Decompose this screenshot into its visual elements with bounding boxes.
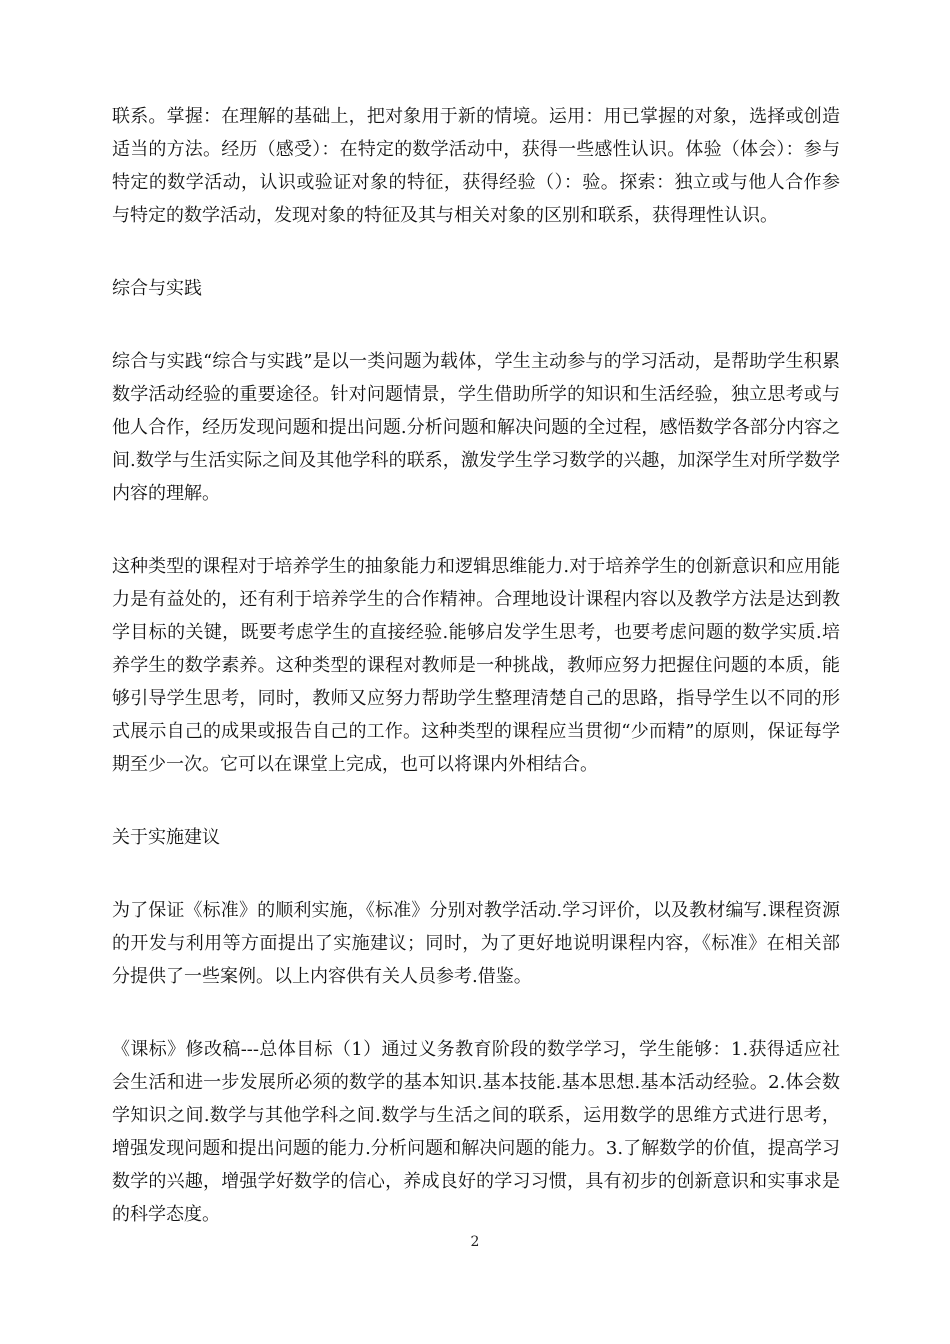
document-body	[112, 100, 840, 1231]
paragraph-spacer	[112, 781, 840, 821]
section-heading-implementation: 关于实施建议	[112, 827, 220, 848]
paragraph-spacer	[112, 993, 840, 1033]
page-number: 2	[470, 1234, 480, 1250]
paragraph-course-type: 这种类型的课程对于培养学生的抽象能力和逻辑思维能力.对于培养学生的创新意识和应用能力是有益处的，还有利于培养学生的合作精神。合理地设计课程内容以及教学方法是达到教学目标的关键，既要考虑学生的直接经验.能够启发学生思考，也要考虑问题的数学实质.培养学生的数学素养。这种类型的课程对教师是一种挑战，教师应努力把握住问题的本质，能够引导学生思考，同时，教师又应努力帮助学生整理清楚自己的思路，指导学生以不同的形式展示自己的成果或报告自己的工作。这种类型的课程应当贯彻“少而精”的原则，保证每学期至少一次。它可以在课堂上完成，也可以将课内外相结合。	[112, 556, 840, 775]
paragraph-learning-verbs: 联系。掌握：在理解的基础上，把对象用于新的情境。运用：用已掌握的对象，选择或创造适当的方法。经历（感受）：在特定的数学活动中，获得一些感性认识。体验（体会）：参与特定的数学活动，认识或验证对象的特征，获得经验（）：验。探索：独立或与他人合作参与特定的数学活动，发现对象的特征及其与相关对象的区别和联系，获得理性认识。	[112, 106, 840, 226]
paragraph-implementation: 为了保证《标准》的顺利实施，《标准》分别对教学活动.学习评价，以及教材编写.课程资源的开发与利用等方面提出了实施建议；同时，为了更好地说明课程内容，《标准》在相关部分提供了一些案例。以上内容供有关人员参考.借鉴。	[112, 900, 840, 987]
paragraph-overall-goals: 《课标》修改稿---总体目标（1）通过义务教育阶段的数学学习，学生能够：1.获得适应社会生活和进一步发展所必须的数学的基本知识.基本技能.基本思想.基本活动经验。2.体会数学知识之间.数学与其他学科之间.数学与生活之间的联系，运用数学的思维方式进行思考，增强发现问题和提出问题的能力.分析问题和解决问题的能力。3.了解数学的价值，提高学习数学的兴趣，增强学好数学的信心，养成良好的学习习惯，具有初步的创新意识和实事求是的科学态度。	[112, 1039, 840, 1225]
paragraph-spacer	[112, 305, 840, 345]
paragraph-spacer	[112, 510, 840, 550]
section-heading-practice: 综合与实践	[112, 278, 202, 299]
paragraph-practice-intro: 综合与实践“综合与实践”是以一类问题为载体，学生主动参与的学习活动，是帮助学生积累数学活动经验的重要途径。针对问题情景，学生借助所学的知识和生活经验，独立思考或与他人合作，经历发现问题和提出问题.分析问题和解决问题的全过程，感悟数学各部分内容之间.数学与生活实际之间及其他学科的联系，激发学生学习数学的兴趣，加深学生对所学数学内容的理解。	[112, 351, 840, 504]
paragraph-spacer	[112, 854, 840, 894]
paragraph-spacer	[112, 232, 840, 272]
